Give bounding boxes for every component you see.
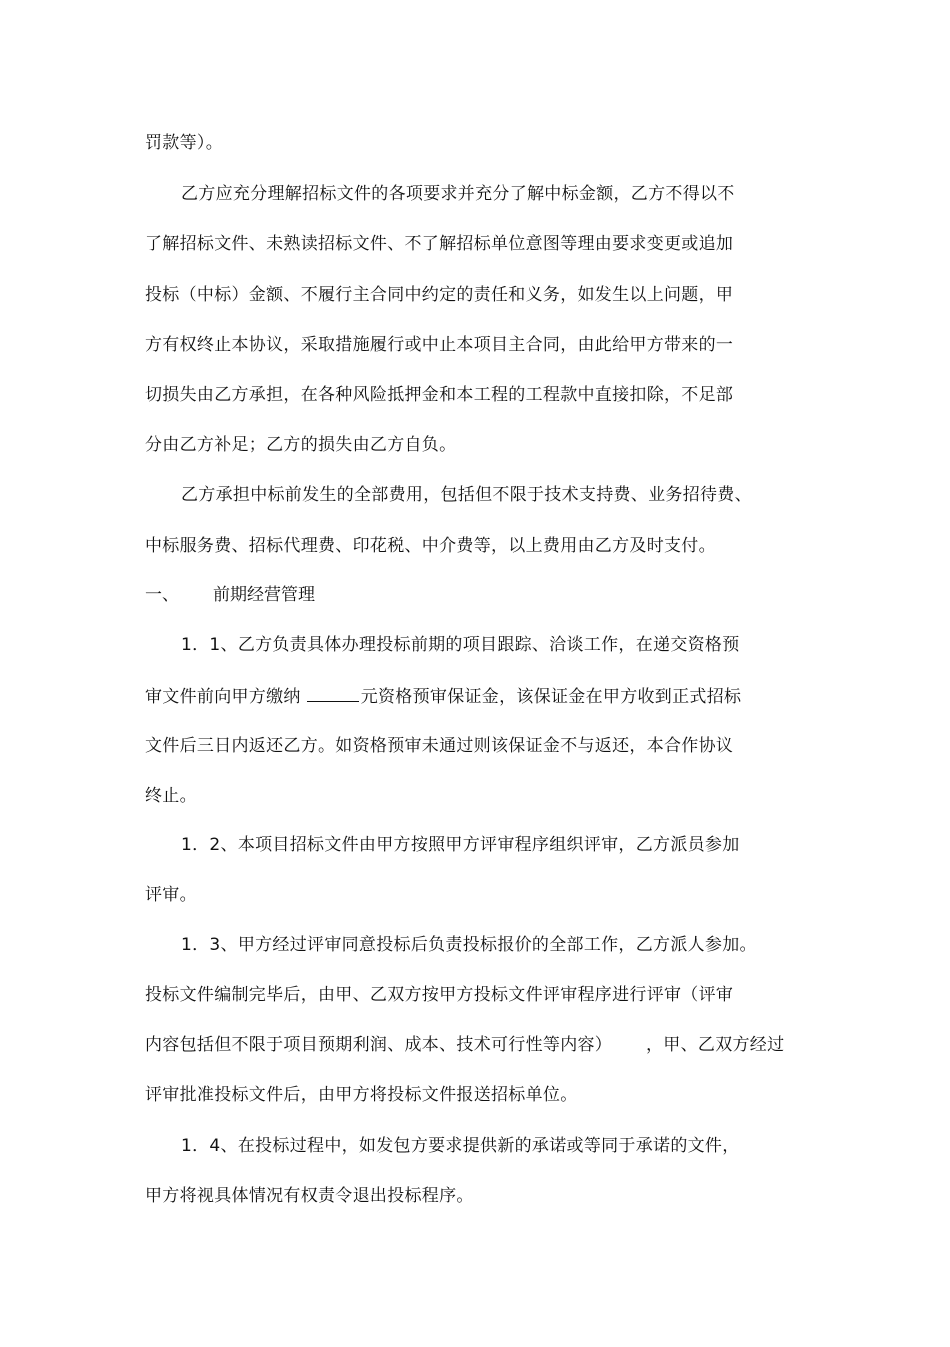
paragraph-line: 评审。 [145, 885, 197, 905]
paragraph-line-tail: ，甲、乙双方经过 [646, 1035, 785, 1055]
section-number: 一、 [145, 585, 179, 605]
paragraph-line: 1．4、在投标过程中，如发包方要求提供新的承诺或等同于承诺的文件， [181, 1136, 740, 1156]
paragraph-line: 投标文件编制完毕后，由甲、乙双方按甲方投标文件评审程序进行评审（评审 [145, 985, 734, 1005]
line-suffix: 元资格预审保证金，该保证金在甲方收到正式招标 [360, 687, 742, 707]
paragraph-line: 了解招标文件、未熟读招标文件、不了解招标单位意图等理由要求变更或追加 [145, 234, 734, 254]
paragraph-line: 罚款等）。 [145, 133, 223, 153]
paragraph-line: 切损失由乙方承担，在各种风险抵押金和本工程的工程款中直接扣除，不足部 [145, 385, 734, 405]
amount-blank [307, 684, 359, 702]
paragraph-line: 分由乙方补足；乙方的损失由乙方自负。 [145, 435, 457, 455]
paragraph-line: 投标（中标）金额、不履行主合同中约定的责任和义务，如发生以上问题，甲 [145, 285, 734, 305]
paragraph-line: 内容包括但不限于项目预期利润、成本、技术可行性等内容） [145, 1035, 613, 1055]
line-prefix: 审文件前向甲方缴纳 [145, 687, 301, 707]
paragraph-line: 方有权终止本协议，采取措施履行或中止本项目主合同，由此给甲方带来的一 [145, 335, 734, 355]
section-title: 前期经营管理 [213, 585, 315, 605]
paragraph-line: 1．1、乙方负责具体办理投标前期的项目跟踪、洽谈工作，在递交资格预 [181, 635, 740, 655]
paragraph-line: 乙方应充分理解招标文件的各项要求并充分了解中标金额，乙方不得以不 [181, 184, 735, 204]
paragraph-line: 终止。 [145, 786, 197, 806]
paragraph-line: 文件后三日内返还乙方。如资格预审未通过则该保证金不与返还，本合作协议 [145, 736, 734, 756]
paragraph-line: 乙方承担中标前发生的全部费用，包括但不限于技术支持费、业务招待费、 [181, 485, 752, 505]
paragraph-line: 1．3、甲方经过评审同意投标后负责投标报价的全部工作，乙方派人参加。 [181, 935, 757, 955]
paragraph-line: 中标服务费、招标代理费、印花税、中介费等，以上费用由乙方及时支付。 [145, 536, 716, 556]
paragraph-line: 评审批准投标文件后，由甲方将投标文件报送招标单位。 [145, 1085, 578, 1105]
paragraph-line-with-blank [145, 684, 741, 709]
paragraph-line: 1．2、本项目招标文件由甲方按照甲方评审程序组织评审，乙方派员参加 [181, 835, 740, 855]
paragraph-line: 甲方将视具体情况有权责令退出投标程序。 [145, 1186, 474, 1206]
